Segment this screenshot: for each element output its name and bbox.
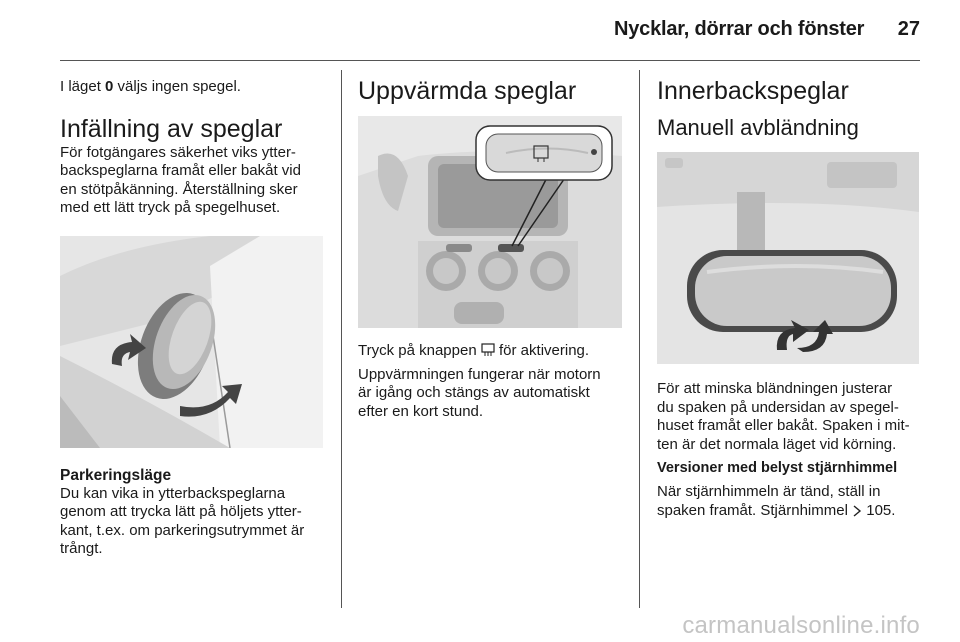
- column-1: [60, 70, 325, 559]
- folding-paragraph: För fotgängares säkerhet viks ytter- backspeglarna framåt eller bakåt vid en stötpåkänning. Återställning sker med ett lätt tryck på spegelhuset.: [60, 143, 301, 216]
- page-reference[interactable]: 105.: [866, 501, 896, 519]
- section-heading-folding: Infällning av speglar: [60, 114, 283, 143]
- column-2: [358, 70, 623, 421]
- intro-paragraph: I läget 0 väljs ingen spegel.: [60, 78, 241, 95]
- subheading-parking: Parkeringsläge: [60, 466, 172, 484]
- column-divider-1: [341, 70, 342, 608]
- parking-paragraph: Du kan vika in ytterbackspeglarna genom att trycka lätt på höljets ytter- kant, t.ex. om parkeringsutrymmet är trångt.: [60, 484, 305, 557]
- interior-mirror-illustration: [657, 152, 919, 364]
- heated-mirror-icon: [481, 343, 495, 357]
- heated-mirror-instruction: Tryck på knappen för aktivering.: [358, 342, 590, 359]
- column-3: [657, 70, 925, 520]
- watermark: carmanualsonline.info: [682, 612, 920, 639]
- header-rule: [60, 60, 920, 61]
- page-header-title: Nycklar, dörrar och fönster: [614, 18, 865, 40]
- side-mirror-illustration: [60, 236, 323, 448]
- page-reference-arrow-icon: [852, 505, 862, 517]
- heating-paragraph: Uppvärmningen fungerar när motorn är igång och stängs av automatiskt efter en kort stund.: [358, 365, 601, 420]
- section-heading-interior-mirrors: Innerbackspeglar: [657, 77, 849, 105]
- column-divider-2: [639, 70, 640, 608]
- section-heading-heated-mirrors: Uppvärmda speglar: [358, 77, 577, 105]
- dimming-paragraph: För att minska bländningen justerar du spaken på undersidan av spegel- huset framåt eller bakåt. Spaken i mit- ten är det normala läget vid körning.: [657, 380, 910, 453]
- heated-mirror-button-illustration: [358, 116, 622, 328]
- page-number: 27: [897, 18, 920, 40]
- starry-sky-paragraph: När stjärnhimmeln är tänd, ställ in spaken framåt. Stjärnhimmel 105.: [657, 483, 896, 519]
- subheading-manual-dimming: Manuell avbländning: [657, 115, 859, 140]
- starry-sky-version-label: Versioner med belyst stjärnhimmel: [657, 460, 898, 476]
